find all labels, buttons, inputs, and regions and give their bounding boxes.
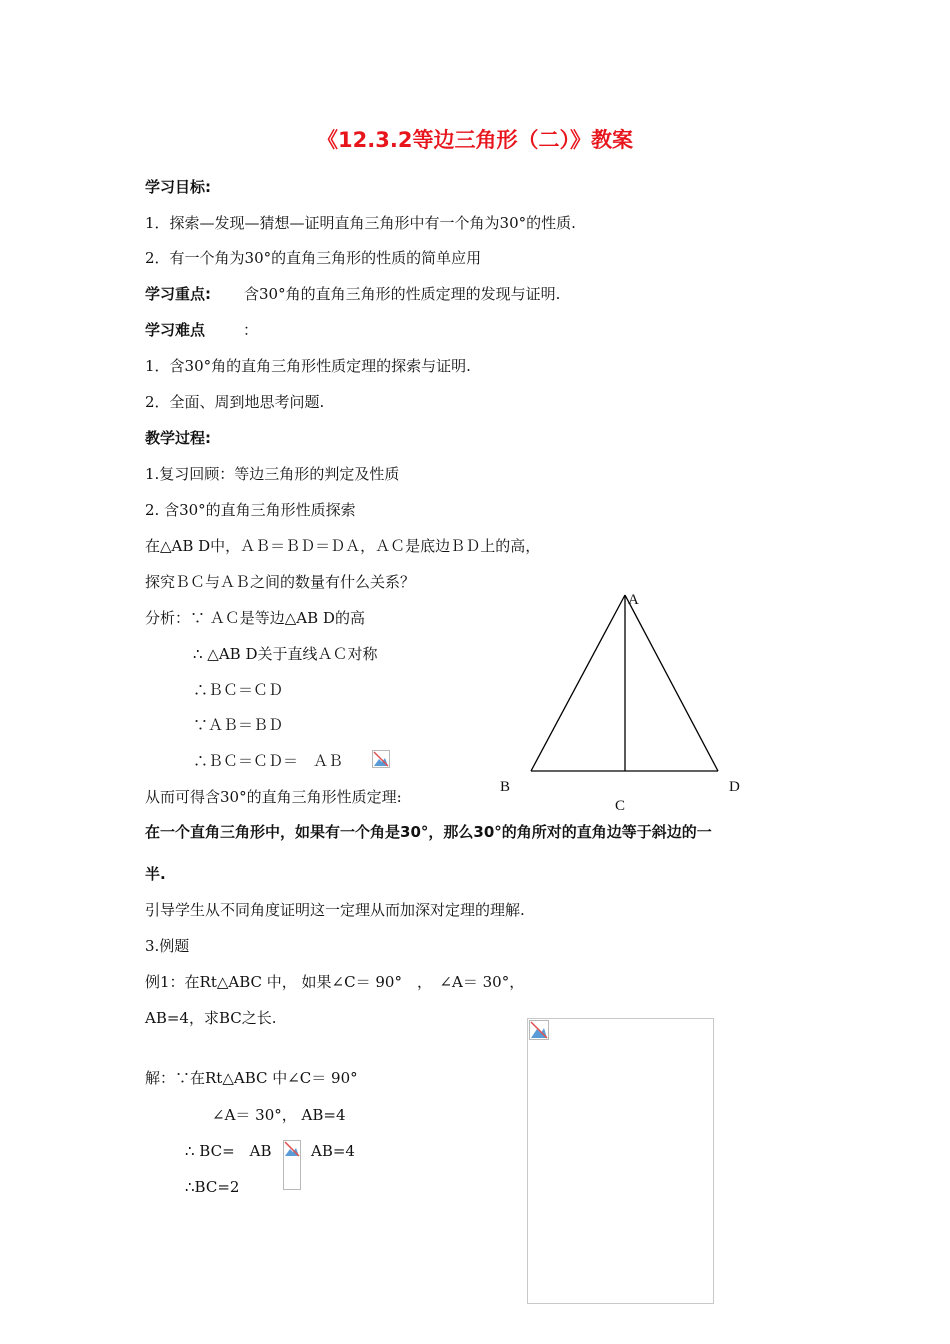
vertex-label-a: A (628, 592, 639, 608)
process-step-2: 2. 含30°的直角三角形性质探索 (145, 501, 356, 519)
example-line-1: 例1：在Rt△ABC 中， 如果∠C＝ 90° ， ∠A＝ 30°， (145, 973, 525, 991)
broken-image-icon (373, 751, 389, 767)
process-heading: 教学过程: (145, 429, 211, 447)
objective-item-1: 1．探索—发现—猜想—证明直角三角形中有一个角为30°的性质. (145, 214, 576, 232)
solution-line-3: ∴ BC= AB (185, 1142, 272, 1160)
analysis-line-4: ∵ＡＢ＝ＢＤ (193, 716, 284, 734)
solution-line-1: 解：∵在Rt△ABC 中∠C＝ 90° (145, 1069, 358, 1087)
analysis-line-3: ∴ＢＣ＝ＣＤ (193, 681, 284, 699)
key-point-text: 含30°角的直角三角形的性质定理的发现与证明. (244, 285, 561, 303)
key-point-heading: 学习重点: (145, 285, 211, 303)
conclusion-intro: 从而可得含30°的直角三角形性质定理: (145, 788, 402, 806)
objectives-heading: 学习目标: (145, 178, 211, 196)
solution-line-3b: AB=4 (311, 1142, 355, 1160)
process-step-1: 1.复习回顾：等边三角形的判定及性质 (145, 465, 400, 483)
example-figure-frame (527, 1018, 714, 1304)
difficulty-colon: ： (243, 321, 259, 339)
side-ab (531, 595, 625, 771)
triangle-question: 探究ＢＣ与ＡＢ之间的数量有什么关系？ (145, 573, 416, 591)
broken-image-icon (529, 1020, 549, 1040)
difficulty-item-1: 1．含30°角的直角三角形性质定理的探索与证明. (145, 357, 471, 375)
objective-item-2: 2．有一个角为30°的直角三角形的性质的简单应用 (145, 249, 482, 267)
difficulty-heading: 学习难点 (145, 321, 206, 339)
fraction-image-placeholder (372, 750, 390, 768)
vertex-label-d: D (729, 779, 740, 795)
difficulty-item-2: 2．全面、周到地思考问题. (145, 393, 325, 411)
side-ad (625, 595, 718, 771)
analysis-line-1: 分析：∵ ＡＣ是等边△AB D的高 (145, 609, 365, 627)
example-line-2: AB=4，求BC之长. (145, 1009, 277, 1027)
vertex-label-c: C (615, 798, 626, 814)
triangle-figure (520, 590, 730, 780)
guide-text: 引导学生从不同角度证明这一定理从而加深对定理的理解. (145, 901, 525, 919)
vertex-label-b: B (500, 779, 511, 795)
theorem-line-1: 在一个直角三角形中，如果有一个角是30°，那么30°的角所对的直角边等于斜边的一 (145, 823, 712, 841)
solution-line-2: ∠A＝ 30°， AB=4 (212, 1106, 346, 1124)
solution-line-4: ∴BC=2 (185, 1178, 240, 1196)
process-step-3: 3.例题 (145, 937, 190, 955)
analysis-line-5: ∴ＢＣ＝ＣＤ＝ ＡＢ (193, 752, 344, 770)
analysis-line-2: ∴ △AB D关于直线ＡＣ对称 (193, 645, 378, 663)
broken-image-icon (284, 1141, 300, 1157)
fraction-image-placeholder-2 (283, 1140, 301, 1190)
triangle-setup: 在△AB D中，ＡＢ＝ＢＤ＝ＤＡ，ＡＣ是底边ＢＤ上的高， (145, 537, 541, 555)
theorem-line-2: 半. (145, 865, 166, 883)
document-title: 《12.3.2等边三角形（二）》教案 (317, 128, 633, 152)
